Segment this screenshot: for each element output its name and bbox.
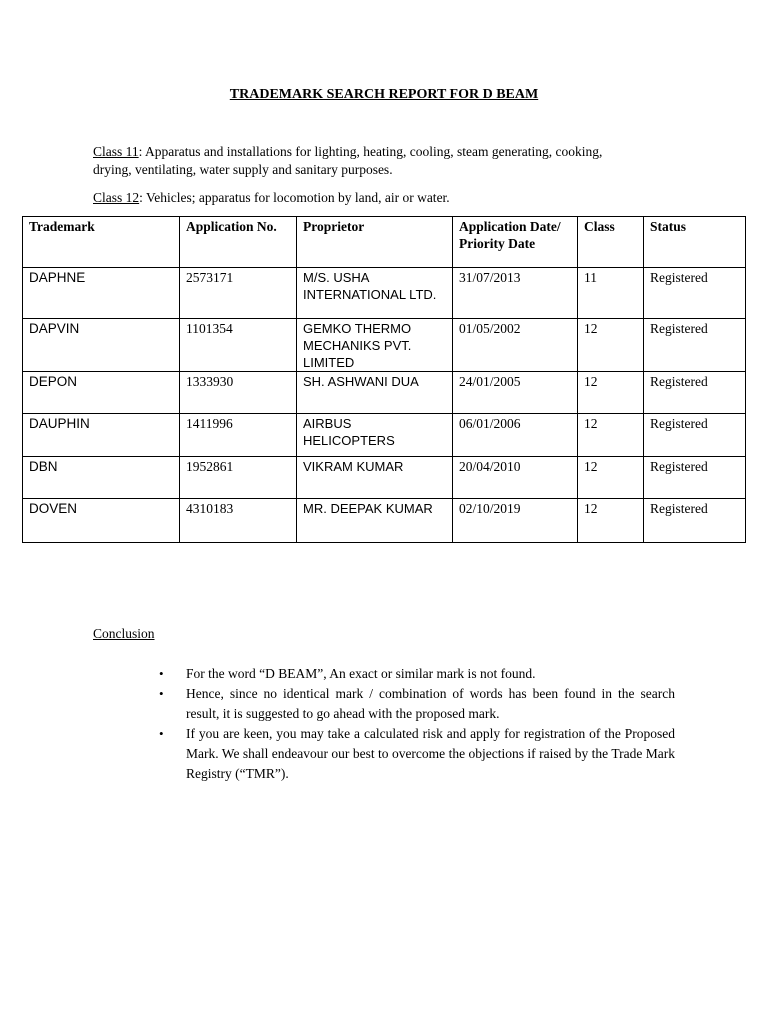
cell-application-date: 01/05/2002 — [453, 319, 578, 372]
cell-status: Registered — [644, 414, 746, 457]
class-11-description — [93, 143, 633, 179]
cell-class: 12 — [578, 499, 644, 543]
cell-status: Registered — [644, 499, 746, 543]
cell-application-date: 02/10/2019 — [453, 499, 578, 543]
cell-class: 12 — [578, 414, 644, 457]
cell-trademark: DAPHNE — [23, 268, 180, 319]
bullet-icon: • — [159, 686, 164, 701]
class-12-description — [93, 189, 633, 207]
cell-class: 11 — [578, 268, 644, 319]
header-application-no: Application No. — [180, 217, 297, 268]
table-row — [23, 268, 746, 319]
cell-class: 12 — [578, 319, 644, 372]
cell-application-no: 1101354 — [180, 319, 297, 372]
header-trademark: Trademark — [23, 217, 180, 268]
cell-application-no: 4310183 — [180, 499, 297, 543]
class-12-text: : Vehicles; apparatus for locomotion by land, air or water. — [139, 190, 450, 205]
cell-proprietor: AIRBUS HELICOPTERS — [297, 414, 453, 457]
cell-trademark: DAPVIN — [23, 319, 180, 372]
list-item — [157, 684, 675, 724]
cell-application-no: 1411996 — [180, 414, 297, 457]
cell-application-date: 24/01/2005 — [453, 372, 578, 414]
bullet-text: For the word “D BEAM”, An exact or similar mark is not found. — [186, 666, 536, 681]
cell-class: 12 — [578, 457, 644, 499]
cell-status: Registered — [644, 268, 746, 319]
bullet-text: Hence, since no identical mark / combination of words has been found in the search result, it is suggested to go ahead with the proposed mark. — [186, 686, 675, 721]
cell-application-no: 2573171 — [180, 268, 297, 319]
cell-application-date: 31/07/2013 — [453, 268, 578, 319]
list-item — [157, 724, 675, 784]
header-class: Class — [578, 217, 644, 268]
table-row — [23, 319, 746, 372]
class-12-label: Class 12 — [93, 190, 140, 205]
table-row — [23, 457, 746, 499]
report-title: TRADEMARK SEARCH REPORT FOR D BEAM — [229, 87, 539, 102]
cell-application-date: 06/01/2006 — [453, 414, 578, 457]
header-proprietor: Proprietor — [297, 217, 453, 268]
list-item — [157, 664, 675, 684]
cell-status: Registered — [644, 319, 746, 372]
bullet-icon: • — [159, 726, 164, 741]
cell-trademark: DEPON — [23, 372, 180, 414]
cell-application-no: 1333930 — [180, 372, 297, 414]
cell-proprietor: VIKRAM KUMAR — [297, 457, 453, 499]
cell-trademark: DAUPHIN — [23, 414, 180, 457]
trademark-table — [22, 216, 746, 543]
cell-trademark: DBN — [23, 457, 180, 499]
cell-application-date: 20/04/2010 — [453, 457, 578, 499]
cell-status: Registered — [644, 457, 746, 499]
table-row — [23, 499, 746, 543]
table-row — [23, 414, 746, 457]
bullet-text: If you are keen, you may take a calculated risk and apply for registration of the Proposed Mark. We shall endeavour our best to overcome the objections if raised by the Trade Mark Registry (“TMR”). — [186, 726, 675, 781]
cell-proprietor: MR. DEEPAK KUMAR — [297, 499, 453, 543]
cell-status: Registered — [644, 372, 746, 414]
cell-proprietor: SH. ASHWANI DUA — [297, 372, 453, 414]
bullet-icon: • — [159, 666, 164, 681]
conclusion-list — [157, 664, 675, 784]
cell-proprietor: M/S. USHA INTERNATIONAL LTD. — [297, 268, 453, 319]
cell-trademark: DOVEN — [23, 499, 180, 543]
table-header-row — [23, 217, 746, 268]
cell-proprietor: GEMKO THERMO MECHANIKS PVT. LIMITED — [297, 319, 453, 372]
conclusion-heading: Conclusion — [93, 626, 155, 641]
table-row — [23, 372, 746, 414]
cell-application-no: 1952861 — [180, 457, 297, 499]
class-11-text: : Apparatus and installations for lighting, heating, cooling, steam generating, cooking, drying, ventilating, water supply and sanitary purposes. — [93, 144, 603, 177]
header-status: Status — [644, 217, 746, 268]
cell-class: 12 — [578, 372, 644, 414]
header-application-date: Application Date/ Priority Date — [453, 217, 578, 268]
class-11-label: Class 11 — [93, 144, 139, 159]
